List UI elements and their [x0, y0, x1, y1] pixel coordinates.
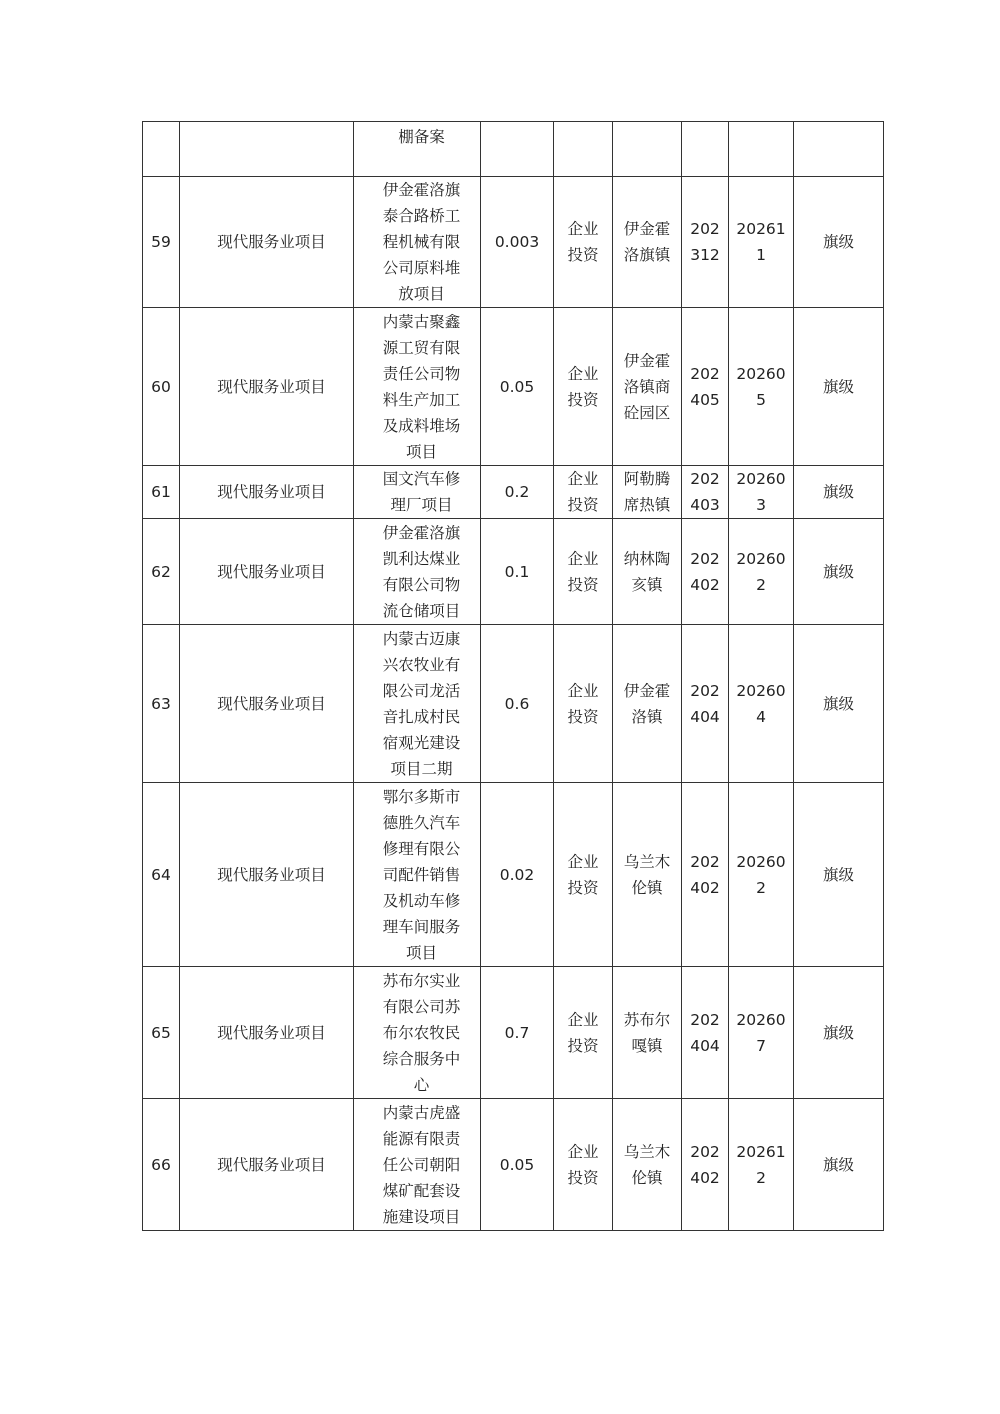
project-name-line: 音扎成村民	[382, 707, 461, 726]
location-line: 乌兰木	[623, 1142, 671, 1161]
investment-type-line: 企业	[567, 549, 599, 568]
cell-project-name	[354, 967, 481, 1099]
no-text: 60	[151, 377, 171, 396]
investment-type-line: 投资	[567, 575, 599, 594]
start-date-line: 202	[690, 681, 720, 700]
project-name-lines	[363, 784, 480, 966]
cell-investment	[481, 519, 554, 625]
cell-investment	[481, 783, 554, 967]
project-name-line: 责任公司物	[382, 364, 461, 383]
project-table-body	[143, 122, 884, 1231]
end-date-lines	[729, 546, 793, 598]
location-line: 席热镇	[623, 496, 671, 514]
location-lines	[613, 678, 681, 730]
cell-no	[143, 625, 180, 783]
location-line: 伊金霍	[623, 220, 671, 238]
cell-project-name	[354, 1099, 481, 1231]
project-name-line: 内蒙古迈康	[382, 629, 461, 648]
project-name-line: 有限公司物	[382, 575, 461, 594]
investment-type-lines	[554, 546, 612, 598]
cell-type	[554, 625, 613, 783]
table-row	[143, 1099, 884, 1231]
location-lines	[613, 348, 681, 426]
location-line: 砼园区	[623, 403, 671, 422]
category-text: 现代服务业项目	[217, 865, 326, 884]
start-date-line: 202	[690, 549, 720, 568]
location-line: 亥镇	[631, 575, 663, 594]
investment-type-line: 企业	[567, 220, 599, 238]
project-table	[142, 121, 884, 1231]
start-date-line: 312	[690, 246, 720, 264]
cell-category	[180, 308, 354, 466]
project-name-line: 限公司龙活	[382, 681, 461, 700]
start-date-line: 404	[690, 1036, 720, 1055]
project-name-lines	[363, 968, 480, 1098]
level-text: 旗级	[822, 1023, 854, 1042]
project-name-line: 及成料堆场	[382, 416, 461, 435]
level-text: 旗级	[822, 694, 854, 713]
start-date-lines	[682, 678, 728, 730]
investment-type-lines	[554, 466, 612, 518]
cell-category	[180, 519, 354, 625]
project-name-line: 煤矿配套设	[382, 1181, 461, 1200]
end-date-lines	[729, 361, 793, 413]
start-date-lines	[682, 1139, 728, 1191]
end-date-line: 20261	[736, 1142, 786, 1161]
location-lines	[613, 466, 681, 518]
investment-text: 0.1	[504, 562, 530, 581]
cell-investment	[481, 625, 554, 783]
cell-type	[554, 466, 613, 519]
cell-no	[143, 519, 180, 625]
project-name-line: 理车间服务	[382, 917, 461, 936]
investment-text: 0.2	[504, 483, 530, 501]
cell-type	[554, 308, 613, 466]
level-text: 旗级	[822, 865, 854, 884]
level-text: 旗级	[822, 377, 854, 396]
cell-project-name	[354, 519, 481, 625]
location-line: 伊金霍	[623, 351, 671, 370]
start-date-lines	[682, 546, 728, 598]
project-name-line: 项目二期	[390, 759, 453, 778]
investment-type-line: 企业	[567, 364, 599, 383]
start-date-line: 402	[690, 1168, 720, 1187]
cell-start	[682, 122, 729, 177]
end-date-lines	[729, 466, 793, 518]
location-line: 洛镇商	[623, 377, 671, 396]
cell-location	[613, 122, 682, 177]
start-date-lines	[682, 361, 728, 413]
cell-end	[729, 122, 794, 177]
end-date-line: 7	[756, 1036, 766, 1055]
end-date-line: 4	[756, 707, 766, 726]
project-name-line: 任公司朝阳	[382, 1155, 461, 1174]
cell-no	[143, 466, 180, 519]
investment-text: 0.05	[499, 377, 535, 396]
project-name-lines	[363, 309, 480, 465]
cell-level	[794, 1099, 884, 1231]
project-name-line: 修理有限公	[382, 839, 461, 858]
start-date-line: 405	[690, 390, 720, 409]
start-date-line: 403	[690, 496, 720, 514]
cell-no	[143, 967, 180, 1099]
start-date-line: 202	[690, 364, 720, 383]
table-row	[143, 625, 884, 783]
end-date-line: 2	[756, 1168, 766, 1187]
project-name-line: 项目	[405, 442, 437, 461]
cell-no	[143, 1099, 180, 1231]
project-name-lines	[363, 626, 480, 782]
cell-type	[554, 122, 613, 177]
end-date-lines	[729, 678, 793, 730]
cell-level	[794, 122, 884, 177]
cell-project-name	[354, 625, 481, 783]
project-name-line: 公司原料堆	[382, 259, 461, 277]
cell-location	[613, 177, 682, 308]
cell-investment	[481, 967, 554, 1099]
cell-level	[794, 625, 884, 783]
cell-type	[554, 783, 613, 967]
cell-location	[613, 625, 682, 783]
cell-category	[180, 122, 354, 177]
end-date-line: 2	[756, 878, 766, 897]
category-text: 现代服务业项目	[217, 483, 326, 501]
cell-start	[682, 177, 729, 308]
start-date-line: 202	[690, 220, 720, 238]
start-date-lines	[682, 1007, 728, 1059]
investment-text: 0.003	[494, 233, 540, 251]
project-name-line: 内蒙古聚鑫	[382, 312, 461, 331]
table-row-continuation	[143, 122, 884, 177]
project-name-line: 泰合路桥工	[382, 207, 461, 225]
cell-investment	[481, 1099, 554, 1231]
cell-level	[794, 519, 884, 625]
cell-type	[554, 967, 613, 1099]
cell-type	[554, 177, 613, 308]
investment-type-line: 企业	[567, 681, 599, 700]
project-name-line: 程机械有限	[382, 233, 461, 251]
end-date-line: 1	[756, 246, 766, 264]
category-text: 现代服务业项目	[217, 562, 326, 581]
cell-start	[682, 466, 729, 519]
no-text: 64	[151, 865, 171, 884]
cell-end	[729, 177, 794, 308]
cell-start	[682, 783, 729, 967]
category-text: 现代服务业项目	[217, 233, 326, 251]
project-name-line: 布尔农牧民	[382, 1023, 461, 1042]
table-row	[143, 519, 884, 625]
category-text: 现代服务业项目	[217, 1023, 326, 1042]
end-date-line: 2	[756, 575, 766, 594]
project-name-line: 凯利达煤业	[382, 549, 461, 568]
end-date-line: 5	[756, 390, 766, 409]
investment-type-lines	[554, 849, 612, 901]
investment-type-line: 企业	[567, 470, 599, 488]
cell-investment	[481, 177, 554, 308]
project-name-line: 德胜久汽车	[382, 813, 461, 832]
project-name-line: 综合服务中	[382, 1049, 461, 1068]
start-date-lines	[682, 216, 728, 268]
category-text: 现代服务业项目	[217, 694, 326, 713]
cell-start	[682, 308, 729, 466]
investment-type-lines	[554, 361, 612, 413]
start-date-line: 202	[690, 1142, 720, 1161]
cell-project-name	[354, 177, 481, 308]
end-date-lines	[729, 1007, 793, 1059]
location-line: 苏布尔	[623, 1010, 671, 1029]
start-date-line: 202	[690, 1010, 720, 1029]
cell-category	[180, 466, 354, 519]
cell-start	[682, 625, 729, 783]
start-date-lines	[682, 849, 728, 901]
cell-no	[143, 177, 180, 308]
location-line: 伦镇	[631, 878, 663, 897]
investment-type-line: 企业	[567, 852, 599, 871]
cell-level	[794, 466, 884, 519]
project-name-line: 项目	[405, 943, 437, 962]
cell-category	[180, 177, 354, 308]
level-text: 旗级	[822, 562, 854, 581]
project-name-lines	[363, 466, 480, 518]
investment-type-line: 投资	[567, 878, 599, 897]
cell-level	[794, 177, 884, 308]
end-date-line: 20260	[736, 852, 786, 871]
end-date-lines	[729, 1139, 793, 1191]
cell-end	[729, 783, 794, 967]
project-name-line: 棚备案	[398, 128, 445, 146]
project-name-line: 流仓储项目	[382, 601, 461, 620]
location-line: 乌兰木	[623, 852, 671, 871]
investment-type-lines	[554, 1139, 612, 1191]
investment-text: 0.02	[499, 865, 535, 884]
end-date-line: 20260	[736, 549, 786, 568]
project-name-line: 心	[413, 1075, 430, 1094]
cell-level	[794, 967, 884, 1099]
project-name-line: 伊金霍洛旗	[382, 523, 461, 542]
level-text: 旗级	[822, 1155, 854, 1174]
project-name-line: 放项目	[398, 285, 445, 303]
location-line: 伊金霍	[623, 681, 671, 700]
start-date-line: 202	[690, 852, 720, 871]
investment-type-line: 投资	[567, 1168, 599, 1187]
end-date-lines	[729, 849, 793, 901]
cell-end	[729, 308, 794, 466]
cell-project-name	[354, 308, 481, 466]
cell-location	[613, 1099, 682, 1231]
cell-project-name	[354, 122, 481, 177]
investment-type-line: 企业	[567, 1142, 599, 1161]
table-row	[143, 177, 884, 308]
cell-location	[613, 783, 682, 967]
table-row	[143, 783, 884, 967]
cell-location	[613, 308, 682, 466]
cell-no	[143, 783, 180, 967]
project-name-line: 司配件销售	[382, 865, 461, 884]
cell-type	[554, 1099, 613, 1231]
table-row	[143, 967, 884, 1099]
no-text: 62	[151, 562, 171, 581]
cell-category	[180, 625, 354, 783]
cell-end	[729, 466, 794, 519]
cell-category	[180, 967, 354, 1099]
project-name-line: 能源有限责	[382, 1129, 461, 1148]
cell-start	[682, 1099, 729, 1231]
cell-location	[613, 466, 682, 519]
no-text: 59	[151, 233, 171, 251]
investment-type-lines	[554, 216, 612, 268]
cell-level	[794, 308, 884, 466]
cell-investment	[481, 122, 554, 177]
cell-end	[729, 1099, 794, 1231]
location-lines	[613, 849, 681, 901]
start-date-line: 404	[690, 707, 720, 726]
cell-start	[682, 519, 729, 625]
start-date-lines	[682, 466, 728, 518]
project-name-line: 有限公司苏	[382, 997, 461, 1016]
project-name-lines	[363, 177, 480, 307]
cell-location	[613, 519, 682, 625]
location-line: 阿勒腾	[623, 470, 671, 488]
project-name-line: 理厂项目	[390, 496, 453, 514]
project-name-line: 国文汽车修	[382, 470, 461, 488]
cell-investment	[481, 308, 554, 466]
location-line: 嘎镇	[631, 1036, 663, 1055]
project-name-lines	[363, 520, 480, 624]
cell-no	[143, 122, 180, 177]
investment-text: 0.6	[504, 694, 530, 713]
cell-location	[613, 967, 682, 1099]
end-date-line: 20261	[736, 220, 786, 238]
end-date-line: 20260	[736, 1010, 786, 1029]
cell-level	[794, 783, 884, 967]
investment-type-line: 投资	[567, 390, 599, 409]
end-date-line: 20260	[736, 681, 786, 700]
level-text: 旗级	[822, 233, 854, 251]
no-text: 63	[151, 694, 171, 713]
end-date-line: 3	[756, 496, 766, 514]
cell-start	[682, 967, 729, 1099]
category-text: 现代服务业项目	[217, 1155, 326, 1174]
investment-type-line: 投资	[567, 1036, 599, 1055]
investment-type-line: 企业	[567, 1010, 599, 1029]
location-lines	[613, 1139, 681, 1191]
location-lines	[613, 1007, 681, 1059]
cell-category	[180, 783, 354, 967]
location-lines	[613, 216, 681, 268]
end-date-line: 20260	[736, 470, 786, 488]
start-date-line: 202	[690, 470, 720, 488]
cell-end	[729, 967, 794, 1099]
investment-type-lines	[554, 1007, 612, 1059]
no-text: 66	[151, 1155, 171, 1174]
project-name-line: 施建设项目	[382, 1207, 461, 1226]
project-name-line: 料生产加工	[382, 390, 461, 409]
project-name-line: 鄂尔多斯市	[382, 787, 461, 806]
cell-type	[554, 519, 613, 625]
cell-end	[729, 625, 794, 783]
location-line: 洛旗镇	[623, 246, 671, 264]
investment-type-line: 投资	[567, 496, 599, 514]
project-name-lines	[363, 1100, 480, 1230]
project-name-line: 苏布尔实业	[382, 971, 461, 990]
location-lines	[613, 546, 681, 598]
level-text: 旗级	[822, 483, 854, 501]
cell-no	[143, 308, 180, 466]
investment-type-line: 投资	[567, 707, 599, 726]
project-name-line: 源工贸有限	[382, 338, 461, 357]
investment-text: 0.05	[499, 1155, 535, 1174]
end-date-lines	[729, 216, 793, 268]
project-name-line: 及机动车修	[382, 891, 461, 910]
location-line: 伦镇	[631, 1168, 663, 1187]
location-line: 纳林陶	[623, 549, 671, 568]
cell-project-name	[354, 466, 481, 519]
cell-end	[729, 519, 794, 625]
no-text: 61	[151, 483, 171, 501]
location-line: 洛镇	[631, 707, 663, 726]
project-name-line: 宿观光建设	[382, 733, 461, 752]
category-text: 现代服务业项目	[217, 377, 326, 396]
project-name-line: 伊金霍洛旗	[382, 181, 461, 199]
start-date-line: 402	[690, 575, 720, 594]
investment-type-lines	[554, 678, 612, 730]
investment-type-line: 投资	[567, 246, 599, 264]
project-name-line: 内蒙古虎盛	[382, 1103, 461, 1122]
start-date-line: 402	[690, 878, 720, 897]
table-row	[143, 308, 884, 466]
table-row	[143, 466, 884, 519]
cell-project-name	[354, 783, 481, 967]
no-text: 65	[151, 1023, 171, 1042]
cell-category	[180, 1099, 354, 1231]
cell-investment	[481, 466, 554, 519]
end-date-line: 20260	[736, 364, 786, 383]
project-name-line: 兴农牧业有	[382, 655, 461, 674]
investment-text: 0.7	[504, 1023, 530, 1042]
